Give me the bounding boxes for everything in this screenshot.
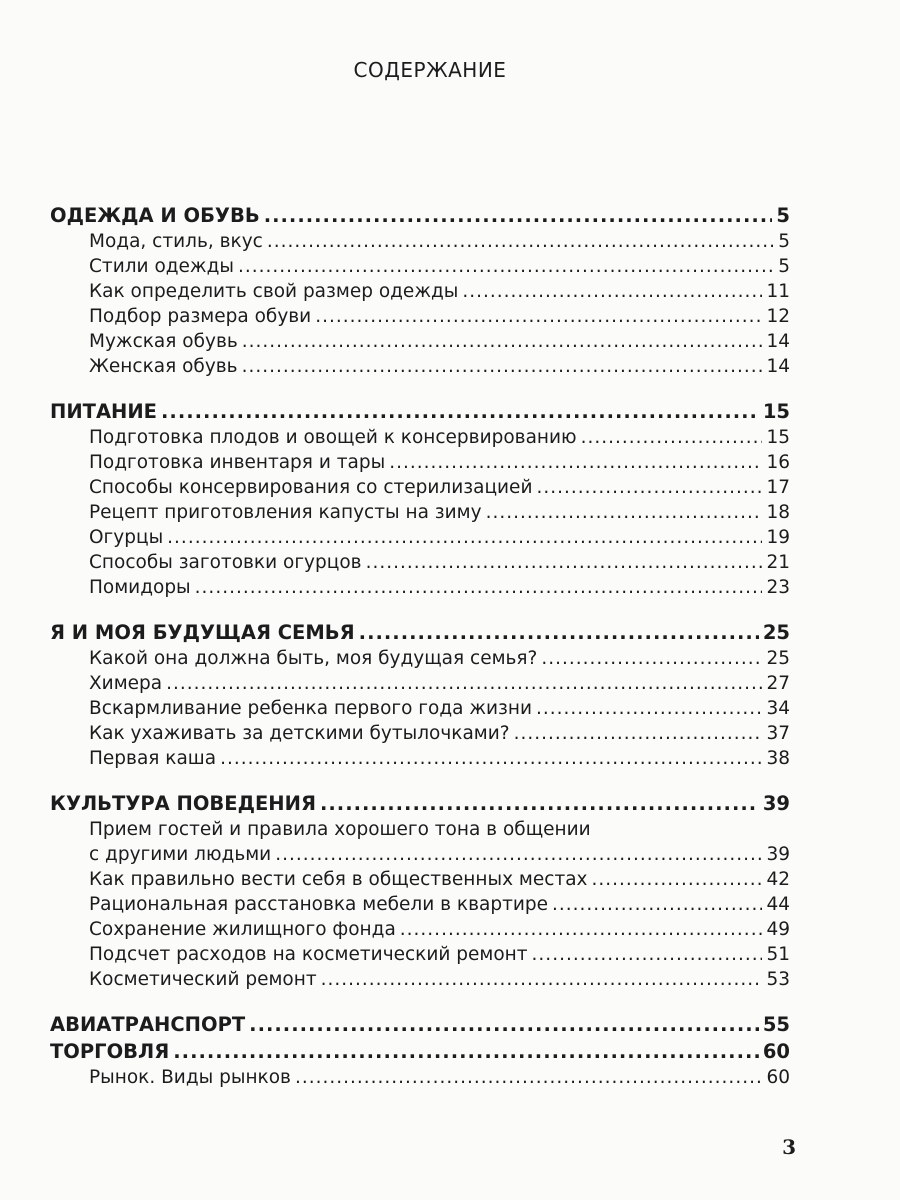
toc-entry[interactable] bbox=[50, 1065, 790, 1090]
dot-leader bbox=[321, 967, 763, 992]
dot-leader bbox=[264, 202, 773, 229]
page-ref: 38 bbox=[766, 748, 790, 769]
toc-entry[interactable] bbox=[50, 525, 790, 550]
toc-entry[interactable] bbox=[50, 671, 790, 696]
page-ref: 19 bbox=[766, 527, 790, 548]
toc-section-heading[interactable] bbox=[50, 1011, 790, 1038]
dot-leader bbox=[462, 279, 762, 304]
dot-leader bbox=[359, 619, 759, 646]
entry-title: Женская обувь bbox=[89, 356, 238, 377]
toc-entry[interactable] bbox=[50, 867, 790, 892]
page-number: 3 bbox=[782, 1135, 796, 1159]
toc-entry-first-line[interactable] bbox=[50, 817, 790, 842]
dot-leader bbox=[220, 746, 762, 771]
page-ref: 25 bbox=[762, 621, 790, 644]
page-title: СОДЕРЖАНИЕ bbox=[353, 58, 507, 82]
toc-entry[interactable] bbox=[50, 917, 790, 942]
toc-entry[interactable] bbox=[50, 500, 790, 525]
page-ref: 15 bbox=[762, 400, 790, 423]
dot-leader bbox=[249, 1011, 759, 1038]
toc-section-family bbox=[50, 619, 790, 771]
dot-leader bbox=[161, 398, 759, 425]
toc-entry[interactable] bbox=[50, 304, 790, 329]
page-ref: 14 bbox=[766, 331, 790, 352]
entry-title: Рецепт приготовления капусты на зиму bbox=[89, 502, 482, 523]
page-ref: 25 bbox=[766, 648, 790, 669]
page-ref: 49 bbox=[766, 919, 790, 940]
toc-entry[interactable] bbox=[50, 746, 790, 771]
page-ref: 21 bbox=[766, 552, 790, 573]
dot-leader bbox=[195, 575, 763, 600]
page-ref: 16 bbox=[766, 452, 790, 473]
toc-entry[interactable] bbox=[50, 279, 790, 304]
toc-entry[interactable] bbox=[50, 229, 790, 254]
entry-title-line1: Прием гостей и правила хорошего тона в общении bbox=[89, 819, 591, 840]
entry-title: Подсчет расходов на косметический ремонт bbox=[89, 944, 528, 965]
toc-entry[interactable] bbox=[50, 450, 790, 475]
entry-title: Как ухаживать за детскими бутылочками? bbox=[89, 723, 510, 744]
dot-leader bbox=[532, 942, 763, 967]
dot-leader bbox=[486, 500, 763, 525]
entry-title: Стили одежды bbox=[89, 256, 235, 277]
page-ref: 60 bbox=[766, 1067, 790, 1088]
entry-title: Вскармливание ребенка первого года жизни bbox=[89, 698, 532, 719]
dot-leader bbox=[315, 304, 762, 329]
dot-leader bbox=[238, 254, 774, 279]
dot-leader bbox=[267, 229, 774, 254]
section-title: АВИАТРАНСПОРТ bbox=[50, 1013, 246, 1036]
page-ref: 17 bbox=[766, 477, 790, 498]
toc-section-heading[interactable] bbox=[50, 398, 790, 425]
dot-leader bbox=[541, 646, 762, 671]
entry-title: с другими людьми bbox=[89, 844, 272, 865]
toc-section-clothing bbox=[50, 202, 790, 379]
entry-title: Какой она должна быть, моя будущая семья? bbox=[89, 648, 538, 669]
page-ref: 15 bbox=[766, 427, 790, 448]
entry-title: Первая каша bbox=[89, 748, 217, 769]
entry-title: Рациональная расстановка мебели в квартире bbox=[89, 894, 548, 915]
entry-title: Косметический ремонт bbox=[89, 969, 317, 990]
dot-leader bbox=[366, 550, 763, 575]
entry-title: Рынок. Виды рынков bbox=[89, 1067, 291, 1088]
toc-entry[interactable] bbox=[50, 892, 790, 917]
page-ref: 5 bbox=[778, 256, 790, 277]
toc-section-heading[interactable] bbox=[50, 1038, 790, 1065]
entry-title: Сохранение жилищного фонда bbox=[89, 919, 396, 940]
entry-title: Способы заготовки огурцов bbox=[89, 552, 362, 573]
section-title: ОДЕЖДА И ОБУВЬ bbox=[50, 204, 260, 227]
page-ref: 37 bbox=[766, 723, 790, 744]
toc-entry[interactable] bbox=[50, 967, 790, 992]
toc-entry[interactable] bbox=[50, 475, 790, 500]
page-ref: 11 bbox=[766, 281, 790, 302]
entry-title: Мужская обувь bbox=[89, 331, 238, 352]
toc-section-heading[interactable] bbox=[50, 619, 790, 646]
toc-entry[interactable] bbox=[50, 646, 790, 671]
toc-entry[interactable] bbox=[50, 254, 790, 279]
dot-leader bbox=[320, 790, 759, 817]
section-title: Я И МОЯ БУДУЩАЯ СЕМЬЯ bbox=[50, 621, 355, 644]
dot-leader bbox=[242, 329, 763, 354]
page-ref: 42 bbox=[766, 869, 790, 890]
page-ref: 18 bbox=[766, 502, 790, 523]
toc-section-heading[interactable] bbox=[50, 790, 790, 817]
section-title: ТОРГОВЛЯ bbox=[50, 1040, 170, 1063]
page-ref: 39 bbox=[766, 844, 790, 865]
page-ref: 39 bbox=[762, 792, 790, 815]
entry-title: Как определить свой размер одежды bbox=[89, 281, 459, 302]
dot-leader bbox=[400, 917, 763, 942]
entry-title: Подбор размера обуви bbox=[89, 306, 312, 327]
toc-section-trade bbox=[50, 1038, 790, 1090]
dot-leader bbox=[536, 696, 762, 721]
toc-entry[interactable] bbox=[50, 329, 790, 354]
table-of-contents bbox=[50, 202, 790, 1109]
toc-entry[interactable] bbox=[50, 721, 790, 746]
page-ref: 27 bbox=[766, 673, 790, 694]
page-ref: 34 bbox=[766, 698, 790, 719]
entry-title: Огурцы bbox=[89, 527, 164, 548]
dot-leader bbox=[552, 892, 762, 917]
page-ref: 5 bbox=[776, 204, 790, 227]
page-ref: 51 bbox=[766, 944, 790, 965]
toc-entry[interactable] bbox=[50, 842, 790, 867]
page-ref: 23 bbox=[766, 577, 790, 598]
entry-title: Как правильно вести себя в общественных местах bbox=[89, 869, 588, 890]
dot-leader bbox=[166, 671, 762, 696]
page-ref: 5 bbox=[778, 231, 790, 252]
toc-entry[interactable] bbox=[50, 425, 790, 450]
dot-leader bbox=[173, 1038, 759, 1065]
entry-title: Способы консервирования со стерилизацией bbox=[89, 477, 533, 498]
dot-leader bbox=[389, 450, 762, 475]
entry-title: Мода, стиль, вкус bbox=[89, 231, 263, 252]
page-ref: 55 bbox=[762, 1013, 790, 1036]
toc-entry[interactable] bbox=[50, 354, 790, 379]
page-ref: 14 bbox=[766, 356, 790, 377]
entry-title: Химера bbox=[89, 673, 163, 694]
page-ref: 60 bbox=[762, 1040, 790, 1063]
toc-section-aviation bbox=[50, 1011, 790, 1038]
entry-title: Подготовка инвентаря и тары bbox=[89, 452, 386, 473]
toc-entry[interactable] bbox=[50, 550, 790, 575]
dot-leader bbox=[275, 842, 762, 867]
dot-leader bbox=[242, 354, 763, 379]
dot-leader bbox=[514, 721, 763, 746]
dot-leader bbox=[592, 867, 763, 892]
toc-entry[interactable] bbox=[50, 942, 790, 967]
toc-entry[interactable] bbox=[50, 696, 790, 721]
toc-entry[interactable] bbox=[50, 575, 790, 600]
dot-leader bbox=[167, 525, 762, 550]
dot-leader bbox=[295, 1065, 763, 1090]
toc-section-heading[interactable] bbox=[50, 202, 790, 229]
entry-title: Подготовка плодов и овощей к консервированию bbox=[89, 427, 577, 448]
page-ref: 44 bbox=[766, 894, 790, 915]
toc-section-etiquette bbox=[50, 790, 790, 992]
dot-leader bbox=[536, 475, 762, 500]
section-title: КУЛЬТУРА ПОВЕДЕНИЯ bbox=[50, 792, 316, 815]
section-title: ПИТАНИЕ bbox=[50, 400, 157, 423]
page-ref: 12 bbox=[766, 306, 790, 327]
toc-section-nutrition bbox=[50, 398, 790, 600]
page-ref: 53 bbox=[766, 969, 790, 990]
dot-leader bbox=[581, 425, 763, 450]
entry-title: Помидоры bbox=[89, 577, 191, 598]
